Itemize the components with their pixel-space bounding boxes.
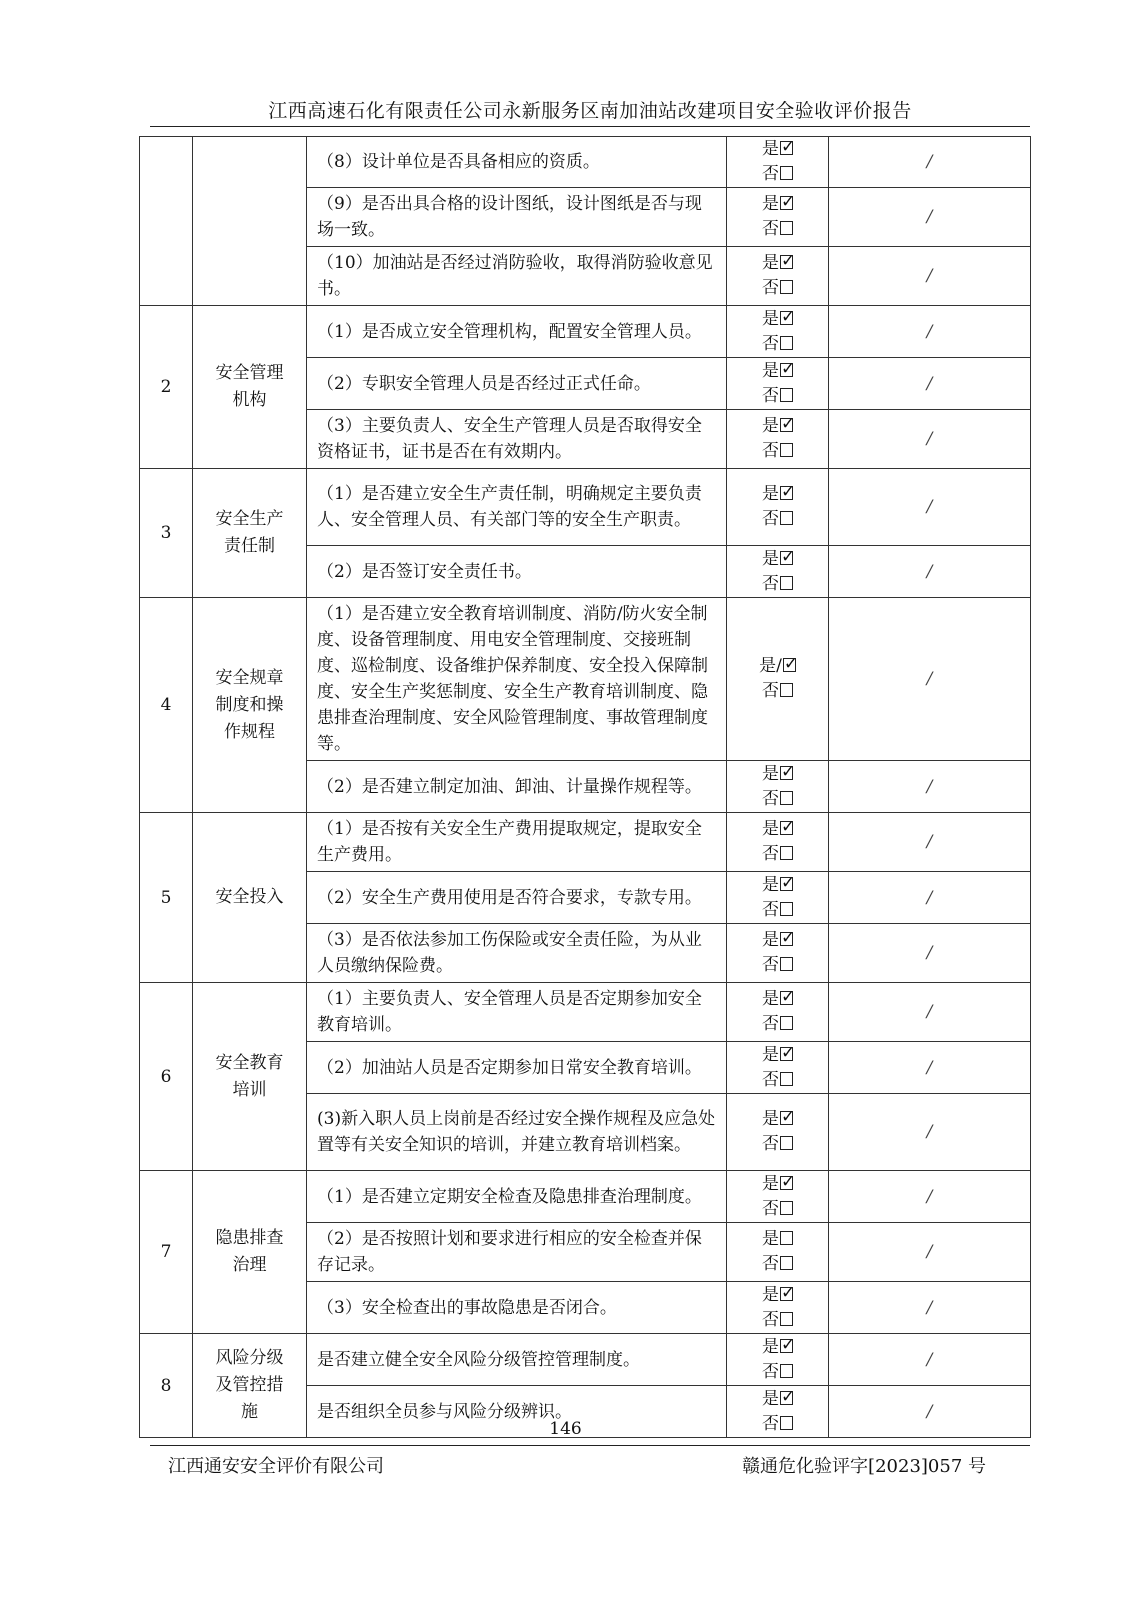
check-result	[727, 188, 829, 247]
item-category	[193, 469, 307, 598]
empty-box-icon	[780, 1016, 793, 1030]
no-option-label: 否	[762, 1254, 779, 1274]
no-option	[727, 572, 828, 597]
no-option-label: 否	[762, 573, 779, 594]
no-option	[727, 679, 828, 704]
yes-option	[727, 817, 828, 842]
item-number: 5	[140, 813, 193, 983]
yes-option-label: 是	[762, 1388, 779, 1409]
yes-option-label: 是	[762, 484, 779, 504]
no-option	[727, 439, 828, 464]
no-option-label: 否	[762, 1361, 779, 1382]
checked-box-icon	[780, 1339, 793, 1353]
yes-option-label: 是/	[759, 656, 782, 676]
check-result	[727, 247, 829, 306]
item-category-line: 培训	[232, 1079, 267, 1100]
check-content: 是否建立健全安全风险分级管控管理制度。	[307, 1334, 727, 1386]
check-content: 是否组织全员参与风险分级辨识。	[307, 1386, 727, 1438]
yes-option	[727, 482, 828, 507]
yes-option	[727, 762, 828, 787]
table-row	[140, 306, 1031, 358]
remark: /	[829, 358, 1031, 410]
item-number: 6	[140, 983, 193, 1171]
table-row	[140, 813, 1031, 872]
checked-box-icon	[780, 196, 793, 210]
item-category-line: 作规程	[224, 721, 275, 742]
item-category	[193, 598, 307, 813]
yes-option-label: 是	[762, 1173, 779, 1194]
empty-box-icon	[780, 511, 793, 525]
yes-option-label: 是	[762, 308, 779, 329]
checked-box-icon	[780, 255, 793, 269]
remark: /	[829, 1094, 1031, 1171]
yes-option	[727, 873, 828, 898]
remark: /	[829, 872, 1031, 924]
no-option-label: 否	[762, 788, 779, 809]
table-row	[140, 469, 1031, 546]
checked-box-icon	[780, 311, 793, 325]
no-option-label: 否	[762, 899, 779, 920]
no-option	[727, 1132, 828, 1157]
checked-box-icon	[780, 932, 793, 946]
check-result	[727, 546, 829, 598]
remark: /	[829, 1223, 1031, 1282]
item-category-line: 治理	[232, 1255, 267, 1275]
yes-option	[727, 1172, 828, 1197]
yes-option-label: 是	[762, 548, 779, 569]
check-result	[727, 813, 829, 872]
check-content: (3)新入职人员上岗前是否经过安全操作规程及应急处置等有关安全知识的培训，并建立教育培训档案。	[307, 1094, 727, 1171]
check-content: （2）加油站人员是否定期参加日常安全教育培训。	[307, 1042, 727, 1094]
no-option	[727, 1308, 828, 1333]
checklist-table	[139, 136, 1031, 1438]
empty-box-icon	[780, 957, 793, 971]
no-option	[727, 507, 828, 532]
remark: /	[829, 247, 1031, 306]
checked-box-icon	[780, 363, 793, 377]
yes-option-label: 是	[762, 253, 779, 273]
yes-option	[727, 1387, 828, 1412]
item-category	[193, 306, 307, 469]
checked-box-icon	[780, 1287, 793, 1301]
check-content: （2）安全生产费用使用是否符合要求，专款专用。	[307, 872, 727, 924]
remark: /	[829, 1282, 1031, 1334]
no-option	[727, 842, 828, 867]
empty-box-icon	[780, 791, 793, 805]
checked-box-icon	[780, 1111, 793, 1125]
no-option-label: 否	[762, 1014, 779, 1034]
footer-company: 江西通安安全评价有限公司	[168, 1456, 384, 1477]
check-result	[727, 983, 829, 1042]
checked-box-icon	[780, 1176, 793, 1190]
no-option	[727, 384, 828, 409]
empty-box-icon	[780, 280, 793, 294]
item-category	[193, 137, 307, 306]
no-option-label: 否	[762, 164, 779, 184]
empty-box-icon	[780, 1201, 793, 1215]
item-category	[193, 813, 307, 983]
check-result	[727, 1223, 829, 1282]
check-content: （2）是否按照计划和要求进行相应的安全检查并保存记录。	[307, 1223, 727, 1282]
checked-box-icon	[780, 486, 793, 500]
check-content: （2）专职安全管理人员是否经过正式任命。	[307, 358, 727, 410]
empty-box-icon	[780, 1364, 793, 1378]
empty-box-icon	[780, 902, 793, 916]
yes-option	[727, 987, 828, 1012]
checked-box-icon	[780, 877, 793, 891]
no-option-label: 否	[762, 219, 779, 239]
item-number: 4	[140, 598, 193, 813]
header-rule	[150, 126, 1030, 127]
yes-option-label: 是	[762, 874, 779, 895]
remark: /	[829, 546, 1031, 598]
item-number: 2	[140, 306, 193, 469]
remark: /	[829, 1171, 1031, 1223]
no-option	[727, 1360, 828, 1385]
no-option-label: 否	[762, 681, 779, 701]
item-category	[193, 983, 307, 1171]
check-result	[727, 358, 829, 410]
item-category-line: 风险分级	[215, 1348, 284, 1368]
yes-option-label: 是	[762, 1229, 779, 1249]
no-option-label: 否	[762, 333, 779, 354]
item-category-line: 及管控措	[215, 1375, 284, 1395]
empty-box-icon	[780, 166, 793, 180]
remark: /	[829, 188, 1031, 247]
item-category-line: 安全规章	[215, 667, 284, 688]
empty-box-icon	[780, 1136, 793, 1150]
yes-option	[727, 251, 828, 276]
item-category-line: 责任制	[224, 536, 275, 556]
checked-box-icon	[780, 418, 793, 432]
item-number: 3	[140, 469, 193, 598]
item-category-line: 安全投入	[215, 887, 284, 907]
yes-option-label: 是	[762, 139, 779, 159]
empty-box-icon	[780, 1256, 793, 1270]
empty-box-icon	[780, 576, 793, 590]
item-category-line: 隐患排查	[215, 1228, 284, 1248]
check-content: （3）是否依法参加工伤保险或安全责任险，为从业人员缴纳保险费。	[307, 924, 727, 983]
item-category-line: 制度和操	[215, 694, 284, 715]
no-option	[727, 217, 828, 242]
check-result	[727, 137, 829, 188]
table-row	[140, 137, 1031, 188]
no-option-label: 否	[762, 1309, 779, 1330]
page-header-title: 江西高速石化有限责任公司永新服务区南加油站改建项目安全验收评价报告	[268, 100, 912, 122]
check-result	[727, 306, 829, 358]
check-result	[727, 872, 829, 924]
check-content: （1）主要负责人、安全管理人员是否定期参加安全教育培训。	[307, 983, 727, 1042]
remark: /	[829, 983, 1031, 1042]
empty-box-icon	[780, 846, 793, 860]
footer-doc-code: 赣通危化验评字[2023]057 号	[742, 1456, 986, 1477]
empty-box-icon	[780, 683, 793, 697]
yes-option-label: 是	[762, 930, 779, 950]
yes-option	[727, 192, 828, 217]
no-option	[727, 1012, 828, 1037]
item-category-line: 安全管理	[215, 363, 284, 383]
no-option-label: 否	[762, 441, 779, 461]
yes-option-label: 是	[762, 416, 779, 436]
check-content: （1）是否建立安全生产责任制，明确规定主要负责人、安全管理人员、有关部门等的安全生产职责。	[307, 469, 727, 546]
yes-option-label: 是	[762, 360, 779, 381]
checked-box-icon	[780, 1391, 793, 1405]
remark: /	[829, 410, 1031, 469]
checklist-body	[140, 137, 1031, 1438]
check-content: （3）主要负责人、安全生产管理人员是否取得安全资格证书，证书是否在有效期内。	[307, 410, 727, 469]
no-option-label: 否	[762, 955, 779, 975]
check-result	[727, 410, 829, 469]
check-result	[727, 1334, 829, 1386]
yes-option-label: 是	[762, 194, 779, 214]
no-option-label: 否	[762, 385, 779, 406]
check-content: （2）是否签订安全责任书。	[307, 546, 727, 598]
checked-box-icon	[780, 821, 793, 835]
yes-option	[727, 1283, 828, 1308]
check-result	[727, 469, 829, 546]
empty-box-icon	[780, 221, 793, 235]
no-option	[727, 1197, 828, 1222]
remark: /	[829, 598, 1031, 761]
yes-option	[727, 359, 828, 384]
remark: /	[829, 1334, 1031, 1386]
check-content: （1）是否按有关安全生产费用提取规定，提取安全生产费用。	[307, 813, 727, 872]
item-number: 7	[140, 1171, 193, 1334]
checked-box-icon	[780, 991, 793, 1005]
no-option	[727, 1252, 828, 1277]
yes-option-label: 是	[762, 763, 779, 784]
yes-option	[727, 928, 828, 953]
check-result	[727, 1042, 829, 1094]
item-category-line: 机构	[232, 390, 267, 410]
remark: /	[829, 761, 1031, 813]
check-result	[727, 1171, 829, 1223]
no-option	[727, 953, 828, 978]
yes-option	[727, 547, 828, 572]
check-content: （8）设计单位是否具备相应的资质。	[307, 137, 727, 188]
checked-box-icon	[783, 658, 796, 672]
check-content: （2）是否建立制定加油、卸油、计量操作规程等。	[307, 761, 727, 813]
no-option-label: 否	[762, 1134, 779, 1154]
yes-option-label: 是	[762, 1044, 779, 1065]
yes-option-label: 是	[762, 1336, 779, 1357]
check-content: （1）是否建立安全教育培训制度、消防/防火安全制度、设备管理制度、用电安全管理制度、交接班制度、巡检制度、设备维护保养制度、安全投入保障制度、安全生产奖惩制度、安全生产教育培训制度、隐患排查治理制度、安全风险管理制度、事故管理制度等。	[307, 598, 727, 761]
yes-option-label: 是	[762, 1284, 779, 1305]
checked-box-icon	[780, 141, 793, 155]
empty-box-icon	[780, 1231, 793, 1245]
checked-box-icon	[780, 766, 793, 780]
no-option	[727, 898, 828, 923]
yes-option-label: 是	[762, 989, 779, 1009]
no-option-label: 否	[762, 844, 779, 864]
remark: /	[829, 306, 1031, 358]
no-option-label: 否	[762, 278, 779, 298]
check-content: （10）加油站是否经过消防验收，取得消防验收意见书。	[307, 247, 727, 306]
item-number	[140, 137, 193, 306]
yes-option	[727, 414, 828, 439]
no-option	[727, 162, 828, 187]
item-category-line: 安全生产	[215, 509, 284, 529]
no-option-label: 否	[762, 1413, 779, 1434]
page-number: 146	[549, 1419, 582, 1439]
item-category-line: 安全教育	[215, 1052, 284, 1073]
remark: /	[829, 1386, 1031, 1438]
no-option-label: 否	[762, 1198, 779, 1219]
empty-box-icon	[780, 388, 793, 402]
table-row	[140, 1171, 1031, 1223]
checked-box-icon	[780, 551, 793, 565]
remark: /	[829, 1042, 1031, 1094]
yes-option	[727, 1335, 828, 1360]
no-option	[727, 332, 828, 357]
no-option	[727, 787, 828, 812]
remark: /	[829, 924, 1031, 983]
item-number: 8	[140, 1334, 193, 1438]
yes-option	[727, 1107, 828, 1132]
table-row	[140, 598, 1031, 761]
item-category	[193, 1171, 307, 1334]
footer-rule	[150, 1445, 1030, 1446]
empty-box-icon	[780, 1312, 793, 1326]
yes-option	[727, 137, 828, 162]
remark: /	[829, 137, 1031, 188]
no-option-label: 否	[762, 509, 779, 529]
empty-box-icon	[780, 1072, 793, 1086]
table-row	[140, 983, 1031, 1042]
check-content: （1）是否成立安全管理机构，配置安全管理人员。	[307, 306, 727, 358]
check-result	[727, 1094, 829, 1171]
check-result	[727, 598, 829, 761]
no-option-label: 否	[762, 1069, 779, 1090]
remark: /	[829, 469, 1031, 546]
yes-option	[727, 307, 828, 332]
checked-box-icon	[780, 1047, 793, 1061]
check-content: （9）是否出具合格的设计图纸，设计图纸是否与现场一致。	[307, 188, 727, 247]
remark: /	[829, 813, 1031, 872]
table-row	[140, 1334, 1031, 1386]
no-option	[727, 1068, 828, 1093]
yes-option	[727, 1227, 828, 1252]
check-content: （1）是否建立定期安全检查及隐患排查治理制度。	[307, 1171, 727, 1223]
check-result	[727, 761, 829, 813]
check-content: （3）安全检查出的事故隐患是否闭合。	[307, 1282, 727, 1334]
check-result	[727, 1282, 829, 1334]
yes-option-label: 是	[762, 1109, 779, 1129]
empty-box-icon	[780, 336, 793, 350]
yes-option-label: 是	[762, 819, 779, 839]
no-option	[727, 276, 828, 301]
yes-option	[727, 654, 828, 679]
check-result	[727, 924, 829, 983]
item-category-line: 施	[241, 1402, 258, 1422]
yes-option	[727, 1043, 828, 1068]
empty-box-icon	[780, 443, 793, 457]
